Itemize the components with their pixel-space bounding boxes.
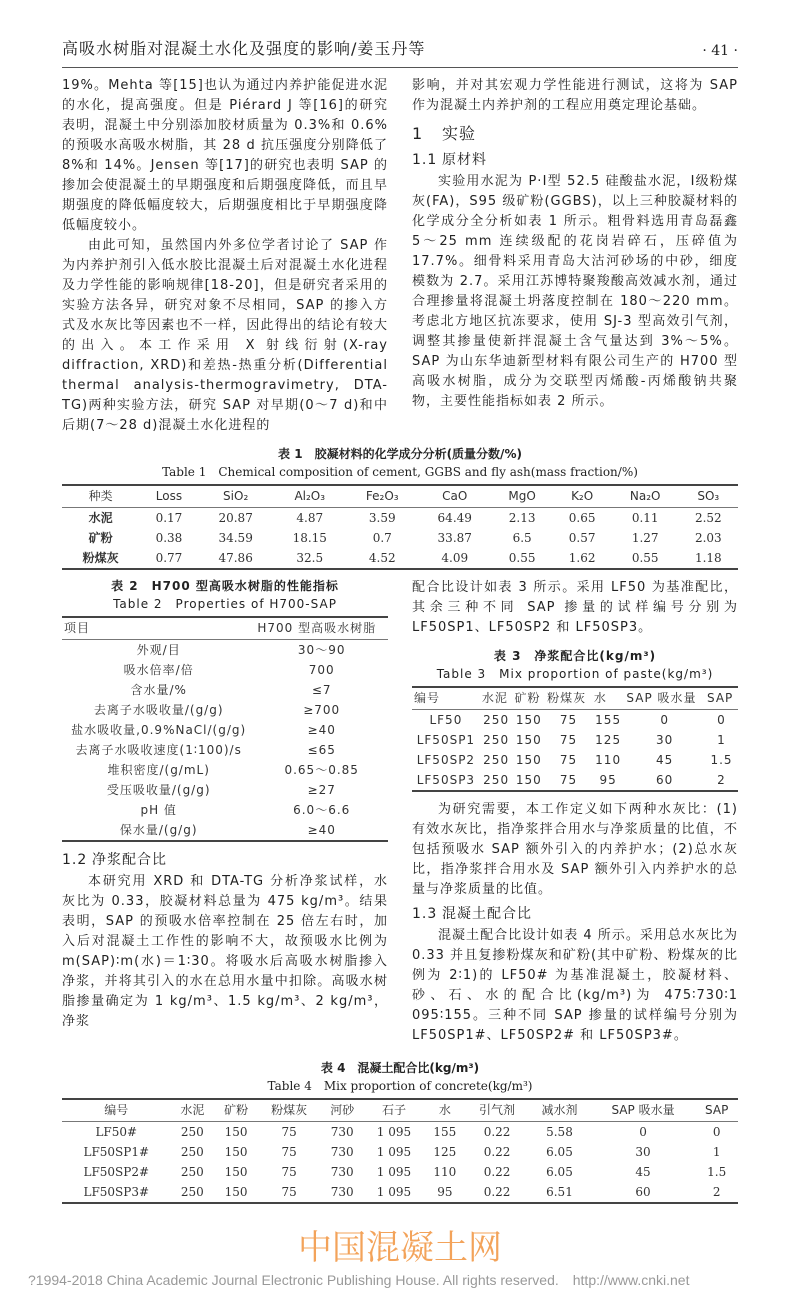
paragraph: 影响，并对其宏观力学性能进行测试，这将为 SAP 作为混凝土内养护剂的工程应用奠定理论基础。 [412, 78, 738, 113]
table-cell: 95 [599, 773, 617, 787]
table-caption-en: Table 4 Mix proportion of concrete(kg/m³) [267, 1079, 533, 1093]
row-label: 矿粉 [88, 531, 113, 545]
column-header: 编号 [62, 1099, 171, 1122]
row-label: LF50# [95, 1125, 138, 1139]
section-title: 混凝土配合比 [442, 906, 532, 922]
copyright-text: ?1994-2018 China Academic Journal Electronic Publishing House. All rights reserved. [28, 1272, 559, 1288]
table-cell: 75 [559, 753, 578, 767]
row-label: LF50SP1 [416, 733, 476, 747]
column-header: SO₃ [679, 485, 738, 508]
section-title: 净浆配合比 [92, 852, 167, 868]
section-heading-1-2 [62, 850, 388, 870]
middle-band [62, 578, 738, 1046]
table-cell: 0.22 [483, 1165, 511, 1179]
table-row [412, 710, 738, 731]
paragraph: 由此可知，虽然国内外多位学者讨论了 SAP 作为内养护剂引入低水胶比混凝土后对混凝土水化进程及力学性能的影响规律[18-20]，但是研究者采用的实验方法各异，研究对象不尽相同，SAP 的掺入方式及水灰比等因素也不一样，因此得出的结论有较大的出入。本工作采用 X 射线衍射(X-ray diffraction, XRD)和差热-热重分析(Differential thermal analysis-thermogravimetry, DTA-TG)两种实验方法，研究 SAP 对早期(0～7 d)和中后期(7～28 d)混凝土水化进程的 [62, 238, 388, 433]
row-label: 受压吸收量/(g/g) [106, 783, 211, 797]
table-cell: 250 [180, 1125, 204, 1139]
chemical-composition-table [62, 484, 738, 570]
table-cell: 0.38 [155, 531, 183, 545]
row-label: 含水量/% [130, 683, 187, 697]
table-cell: 0 [639, 1125, 647, 1139]
table-cell: 6.05 [546, 1165, 573, 1179]
column-header: Loss [139, 485, 198, 508]
table-cell: ≤7 [311, 683, 332, 697]
table-cell: 150 [224, 1185, 248, 1199]
table-cell: 0.22 [483, 1185, 511, 1199]
column-header: 引气剂 [466, 1099, 528, 1122]
table-cell: 250 [483, 733, 510, 747]
column-header: 项目 [62, 617, 255, 640]
column-header: 水泥 [480, 687, 513, 710]
table-cell: 0.77 [155, 551, 183, 565]
column-header: 石子 [364, 1099, 424, 1122]
column-header: Na₂O [612, 485, 679, 508]
table-cell: 0.55 [508, 551, 536, 565]
table-row [62, 820, 388, 841]
table-cell: 1.5 [707, 1165, 727, 1179]
table-cell: 47.86 [218, 551, 253, 565]
table-cell: 150 [515, 733, 542, 747]
table-cell: 75 [281, 1165, 297, 1179]
row-label: 粉煤灰 [82, 551, 119, 565]
column-header: 水泥 [171, 1099, 215, 1122]
table-row [62, 1122, 738, 1143]
column-header: 编号 [412, 687, 480, 710]
table-row [62, 720, 388, 740]
table-cell: 1 095 [376, 1185, 412, 1199]
row-label: 去离子水吸收速度(1∶100)/s [75, 743, 242, 757]
table-row [412, 770, 738, 791]
table-header-row [62, 1099, 738, 1122]
column-header: SAP 吸水量 [591, 1099, 696, 1122]
table-cell: 250 [180, 1145, 204, 1159]
row-label: 堆积密度/(g/mL) [107, 763, 210, 777]
table-cell: 60 [635, 1185, 651, 1199]
table-cell: ≤65 [307, 743, 336, 757]
table-cell: 700 [308, 663, 335, 677]
table-cell: 2 [712, 1185, 721, 1199]
table-cell: 1.18 [694, 551, 722, 565]
table-cell: 0.22 [483, 1145, 511, 1159]
table-row [62, 760, 388, 780]
paragraph: 配合比设计如表 3 所示。采用 LF50 为基准配比，其余三种不同 SAP 掺量的试样编号分别为 LF50SP1、LF50SP2 和 LF50SP3。 [412, 580, 738, 635]
table-cell: 730 [330, 1125, 354, 1139]
table-cell: 125 [433, 1145, 457, 1159]
column-header: Fe₂O₃ [347, 485, 418, 508]
table-cell: 150 [515, 713, 542, 727]
running-title: 高吸水树脂对混凝土水化及强度的影响/姜玉丹等 [62, 39, 426, 58]
section-title: 原材料 [442, 152, 487, 168]
table-cell: 0.17 [155, 511, 183, 525]
table-row [412, 750, 738, 770]
table-cell: 30 [656, 733, 674, 747]
table-cell: 33.87 [437, 531, 472, 545]
section-number: 1.3 [412, 906, 438, 922]
paragraph: 实验用水泥为 P·Ⅰ型 52.5 硅酸盐水泥，Ⅰ级粉煤灰(FA)，S95 级矿粉(GGBS)，以上三种胶凝材料的化学成分全分析如表 1 所示。粗骨料选用青岛磊鑫 5～25 mm 连续级配的花岗岩碎石，压碎值为 17.7%。细骨料采用青岛大沽河砂场的中砂，细度模数为 2.7。采用江苏博特聚羧酸高效减水剂，通过合理掺量将混凝土坍落度控制在 180～220 mm。考虑北方地区抗冻要求，使用 SJ-3 型高效引气剂，调整其掺量使新拌混凝土含气量达到 3%～5%。SAP 为山东华迪新型材料有限公司生产的 H700 型高吸水树脂，成分为交联型丙烯酸-丙烯酸钠共聚物，主要性能指标如表 2 所示。 [412, 174, 738, 409]
page-number: · 41 · [702, 43, 738, 59]
section-number: 1.2 [62, 852, 88, 868]
table-cell: 150 [224, 1125, 248, 1139]
table-caption-en: Table 3 Mix proportion of paste(kg/m³) [436, 667, 714, 681]
table-header-row [412, 687, 738, 710]
table-cell: 1.5 [710, 753, 733, 767]
table-cell: 30 [635, 1145, 651, 1159]
column-header: 水 [424, 1099, 466, 1122]
row-label: 去离子水吸收量/(g/g) [93, 703, 224, 717]
table-cell: 0.55 [631, 551, 659, 565]
column-header: Al₂O₃ [273, 485, 347, 508]
table-cell: 110 [433, 1165, 457, 1179]
table-cell: 6.0～6.6 [293, 803, 351, 817]
row-label: 吸水倍率/倍 [123, 663, 194, 677]
footer [28, 1272, 738, 1288]
row-label: LF50SP3# [83, 1185, 150, 1199]
column-header: 河砂 [320, 1099, 364, 1122]
row-label: 外观/目 [136, 643, 181, 657]
column-header: SAP [705, 687, 738, 710]
table-cell: 155 [595, 713, 622, 727]
table-cell: 1.62 [568, 551, 596, 565]
table-cell: 2.52 [694, 511, 722, 525]
table-cell: 250 [483, 753, 510, 767]
table-cell: 250 [483, 713, 510, 727]
table-cell: 4.87 [296, 511, 324, 525]
table-cell: 125 [595, 733, 622, 747]
section-heading-1-1 [412, 150, 738, 170]
paragraph: 19%。Mehta 等[15]也认为通过内养护能促进水泥的水化，提高强度。但是 Piérard J 等[16]的研究表明，混凝土中分别添加胶材质量为 0.3%和 0.6%的预吸水高吸水树脂，其 28 d 抗压强度分别降低了 8%和 14%。Jensen 等[17]的研究也表明 SAP 的掺加会使混凝土的早期强度和后期强度降低，而且早期强度的降低幅度较大，后期强度相比于早期强度降低幅度较小。 [62, 78, 388, 233]
column-header: 矿粉 [214, 1099, 258, 1122]
row-label: LF50SP2 [416, 753, 476, 767]
table-cell: 6.5 [512, 531, 532, 545]
table-cell: ≥27 [307, 783, 336, 797]
table-cell: 1 095 [376, 1125, 412, 1139]
table-cell: 75 [281, 1145, 297, 1159]
table-cell: 250 [483, 773, 510, 787]
table-cell: 730 [330, 1145, 354, 1159]
row-label: LF50SP2# [83, 1165, 150, 1179]
table-cell: 0.7 [372, 531, 392, 545]
table-cell: 150 [224, 1165, 248, 1179]
table-cell: 1 095 [376, 1145, 412, 1159]
table-3 [412, 648, 738, 792]
table-cell: 4.52 [368, 551, 396, 565]
table-cell: 0.65～0.85 [284, 763, 359, 777]
table-cell: 75 [559, 773, 578, 787]
right-column-top [412, 76, 738, 412]
table-row [62, 1182, 738, 1203]
table-caption-cn: 表 2 H700 型高吸水树脂的性能指标 [111, 579, 339, 593]
sap-properties-table [62, 616, 388, 842]
table-cell: 60 [656, 773, 674, 787]
column-header: 粉煤灰 [545, 687, 592, 710]
cnki-link[interactable]: http://www.cnki.net [572, 1272, 690, 1288]
table-cell: 730 [330, 1165, 354, 1179]
section-title: 实验 [442, 124, 477, 143]
table-cell: ≥40 [307, 823, 336, 837]
column-header: H700 型高吸水树脂 [255, 617, 388, 640]
table-cell: 730 [330, 1185, 354, 1199]
section-heading-1 [412, 124, 738, 144]
column-header: 水 [592, 687, 625, 710]
table-cell: 20.87 [218, 511, 253, 525]
section-heading-1-3 [412, 904, 738, 924]
table-cell: 2.03 [694, 531, 722, 545]
table-row [412, 730, 738, 750]
table-cell: 0.57 [568, 531, 596, 545]
column-header: 矿粉 [512, 687, 545, 710]
concrete-mix-table [62, 1098, 738, 1204]
table-row [62, 1142, 738, 1162]
table-cell: 75 [559, 733, 578, 747]
table-1 [62, 446, 738, 570]
table-row [62, 660, 388, 680]
table-cell: 250 [180, 1185, 204, 1199]
table-row [62, 528, 738, 548]
table-cell: 30～90 [297, 643, 346, 657]
table-cell: 4.09 [441, 551, 469, 565]
table-caption-en: Table 2 Properties of H700-SAP [113, 597, 337, 611]
table-cell: 32.5 [296, 551, 324, 565]
table-cell: 2.13 [508, 511, 536, 525]
column-header: 种类 [62, 485, 139, 508]
row-label: LF50SP1# [83, 1145, 150, 1159]
table-cell: 0 [660, 713, 669, 727]
table-cell: ≥700 [303, 703, 341, 717]
table-cell: 5.58 [546, 1125, 573, 1139]
table-cell: 250 [180, 1165, 204, 1179]
paste-mix-table [412, 686, 738, 792]
table-cell: 64.49 [437, 511, 472, 525]
table-cell: 6.05 [546, 1145, 573, 1159]
column-header: SAP 吸水量 [624, 687, 705, 710]
table-cell: 6.51 [546, 1185, 573, 1199]
left-column-top [62, 76, 388, 436]
table-row [62, 1162, 738, 1182]
table-cell: 3.59 [368, 511, 396, 525]
right-column-mid [412, 578, 738, 1046]
table-row [62, 640, 388, 661]
column-header: 减水剂 [528, 1099, 590, 1122]
table-cell: 45 [635, 1165, 651, 1179]
table-cell: 110 [595, 753, 622, 767]
section-number: 1 [412, 124, 424, 143]
table-row [62, 548, 738, 569]
table-cell: 2 [717, 773, 726, 787]
table-cell: 18.15 [292, 531, 327, 545]
table-cell: 150 [515, 753, 542, 767]
table-caption-cn: 表 4 混凝土配合比(kg/m³) [320, 1061, 480, 1075]
table-2 [62, 578, 388, 842]
table-row [62, 700, 388, 720]
column-header: 粉煤灰 [258, 1099, 320, 1122]
table-row [62, 800, 388, 820]
row-label: LF50 [429, 713, 463, 727]
table-cell: 150 [224, 1145, 248, 1159]
table-row [62, 680, 388, 700]
row-label: 盐水吸收量,0.9%NaCl/(g/g) [71, 723, 247, 737]
table-header-row [62, 617, 388, 640]
column-header: SiO₂ [199, 485, 273, 508]
table-cell: 1 095 [376, 1165, 412, 1179]
table-cell: 95 [437, 1185, 453, 1199]
table-caption-en: Table 1 Chemical composition of cement, GGBS and fly ash(mass fraction/%) [162, 465, 638, 479]
table-cell: 75 [281, 1185, 297, 1199]
table-cell: 0.11 [631, 511, 659, 525]
row-label: pH 值 [140, 803, 177, 817]
column-header: SAP [695, 1099, 738, 1122]
paragraph: 本研究用 XRD 和 DTA-TG 分析净浆试样，水灰比为 0.33，胶凝材料总量为 475 kg/m³。结果表明，SAP 的预吸水倍率控制在 25 倍左右时，加入后对混凝土工作性的影响不大，故预吸水比例为 m(SAP)∶m(水)＝1∶30。将吸水后高吸水树脂掺入净浆，并将其引入的水在总用水量中扣除。高吸水树脂掺量确定为 1 kg/m³、1.5 kg/m³、2 kg/m³，净浆 [62, 874, 388, 1029]
table-cell: 0.22 [483, 1125, 511, 1139]
page-header [62, 36, 738, 68]
table-row [62, 780, 388, 800]
column-header: K₂O [552, 485, 611, 508]
table-cell: 150 [515, 773, 542, 787]
table-row [62, 740, 388, 760]
paragraph: 为研究需要，本工作定义如下两种水灰比：(1)有效水灰比，指净浆拌合用水与净浆质量的比值，不包括预吸水 SAP 额外引入的内养护水；(2)总水灰比，指净浆拌合用水及 SAP 额外引入内养护水的总量与净浆质量的比值。 [412, 802, 738, 897]
table-cell: 45 [656, 753, 674, 767]
table-caption-cn: 表 3 净浆配合比(kg/m³) [493, 649, 657, 663]
table-cell: 1 [717, 733, 726, 747]
table-cell: 75 [559, 713, 578, 727]
row-label: 保水量/(g/g) [119, 823, 198, 837]
paragraph: 混凝土配合比设计如表 4 所示。采用总水灰比为 0.33 并且复掺粉煤灰和矿粉(其中矿粉、粉煤灰的比例为 2∶1)的 LF50# 为基准混凝土，胶凝材料、砂、石、水的配合比(kg/m³)为 475∶730∶1 095∶155。三种不同 SAP 掺量的试样编号分别为 LF50SP1#、LF50SP2# 和 LF50SP3#。 [412, 928, 738, 1043]
column-header: MgO [492, 485, 553, 508]
table-cell: 34.59 [218, 531, 253, 545]
table-cell: ≥40 [307, 723, 336, 737]
row-label: LF50SP3 [416, 773, 476, 787]
column-header: CaO [418, 485, 492, 508]
top-band [62, 76, 738, 436]
left-column-mid [62, 578, 388, 1032]
section-number: 1.1 [412, 152, 438, 168]
table-cell: 0.65 [568, 511, 596, 525]
table-row [62, 508, 738, 529]
table-cell: 1 [712, 1145, 721, 1159]
watermark-logo: 中国混凝土网 [298, 1228, 502, 1268]
table-cell: 155 [433, 1125, 457, 1139]
table-cell: 0 [712, 1125, 721, 1139]
table-cell: 75 [281, 1125, 297, 1139]
table-cell: 1.27 [631, 531, 659, 545]
table-header-row [62, 485, 738, 508]
row-label: 水泥 [88, 511, 113, 525]
table-cell: 0 [717, 713, 726, 727]
table-caption-cn: 表 1 胶凝材料的化学成分分析(质量分数/%) [278, 447, 522, 461]
table-4 [62, 1060, 738, 1204]
